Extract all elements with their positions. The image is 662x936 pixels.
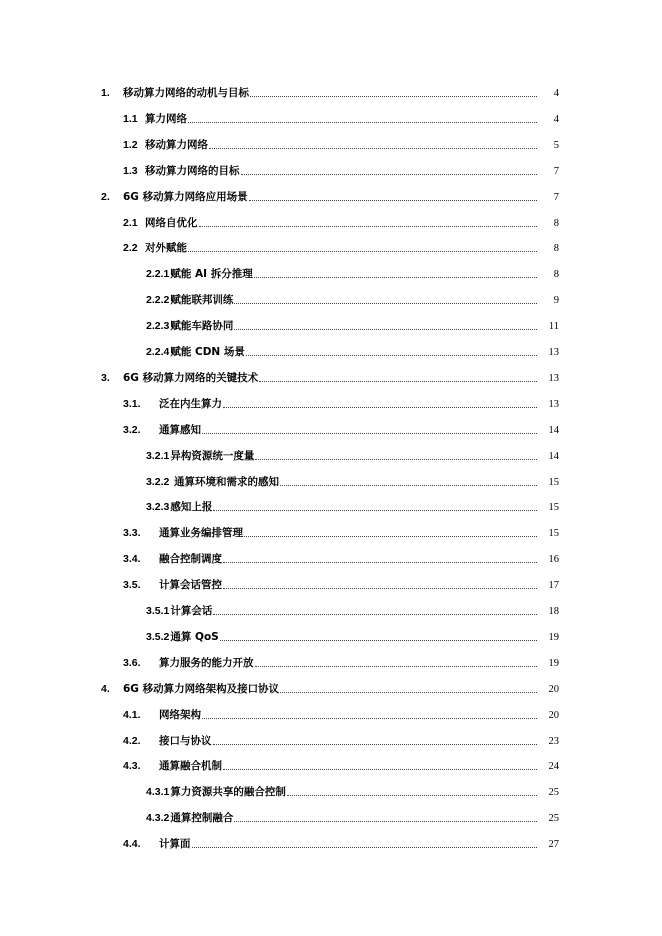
toc-entry[interactable]	[0, 498, 662, 514]
toc-entry[interactable]	[0, 84, 662, 100]
toc-entry-page-number: 13	[548, 347, 559, 358]
toc-entry[interactable]	[0, 265, 662, 281]
toc-entry[interactable]	[0, 783, 662, 799]
toc-leader-dots	[199, 225, 538, 227]
toc-entry[interactable]	[0, 239, 662, 255]
toc-leader-dots	[220, 639, 537, 641]
toc-leader-dots	[188, 121, 537, 123]
toc-entry-page-number: 15	[548, 528, 559, 540]
toc-entry-page-number: 18	[548, 606, 559, 617]
toc-entry-number: 4.1.	[123, 708, 141, 721]
toc-entry-page-number: 15	[548, 502, 559, 514]
toc-entry[interactable]	[0, 809, 662, 825]
toc-leader-dots	[223, 768, 537, 770]
toc-entry[interactable]	[0, 317, 662, 333]
toc-entry-title: 6G 移动算力网络应用场景	[123, 190, 248, 203]
toc-leader-dots	[280, 484, 537, 486]
toc-entry-page-number: 4	[553, 113, 559, 125]
toc-entry[interactable]	[0, 343, 662, 359]
toc-entry[interactable]	[0, 395, 662, 411]
toc-entry[interactable]	[0, 835, 662, 851]
toc-entry-page-number: 8	[553, 217, 559, 229]
toc-leader-dots	[223, 561, 537, 563]
toc-entry[interactable]	[0, 214, 662, 230]
toc-entry-title: 赋能车路协同	[170, 320, 234, 333]
toc-entry-title: 网络架构	[159, 708, 201, 721]
toc-entry-page-number: 15	[548, 476, 559, 488]
toc-entry-page-number: 14	[548, 424, 559, 436]
toc-entry-number: 3.6.	[123, 656, 141, 669]
toc-leader-dots	[223, 406, 537, 408]
toc-entry-title: 通算融合机制	[159, 760, 222, 773]
toc-entry-title: 通算 QoS	[170, 630, 219, 643]
toc-entry-title: 算力服务的能力开放	[159, 656, 254, 669]
toc-entry-title: 赋能 CDN 场景	[170, 346, 245, 358]
toc-entry[interactable]	[0, 602, 662, 618]
toc-entry-page-number: 23	[548, 735, 559, 747]
toc-entry-page-number: 27	[548, 839, 559, 851]
toc-leader-dots	[234, 820, 537, 822]
toc-entry-number: 2.2.4	[146, 346, 170, 358]
toc-entry[interactable]	[0, 369, 662, 385]
toc-entry-number: 4.3.1	[146, 786, 170, 799]
toc-entry-title: 计算会话	[170, 605, 213, 617]
toc-leader-dots	[202, 432, 537, 434]
toc-entry-number: 2.2.2	[146, 294, 170, 307]
toc-leader-dots	[234, 328, 537, 330]
toc-entry[interactable]	[0, 162, 662, 178]
toc-entry-page-number: 16	[548, 554, 559, 566]
toc-entry-number: 4.	[101, 682, 110, 695]
toc-entry[interactable]	[0, 110, 662, 126]
toc-entry-page-number: 8	[553, 243, 559, 255]
toc-entry-page-number: 14	[548, 450, 559, 462]
toc-entry[interactable]	[0, 473, 662, 489]
toc-entry-title: 泛在内生算力	[159, 397, 222, 410]
toc-entry-title: 算力资源共享的融合控制	[170, 786, 286, 799]
toc-entry-title: 感知上报	[170, 501, 213, 514]
toc-entry-number: 1.3	[123, 164, 138, 177]
toc-entry-number: 3.3.	[123, 527, 141, 540]
toc-entry[interactable]	[0, 421, 662, 437]
toc-entry[interactable]	[0, 188, 662, 204]
toc-entry-title: 通算业务编排管理	[159, 527, 243, 540]
toc-entry[interactable]	[0, 136, 662, 152]
toc-entry-title: 计算面	[159, 838, 191, 851]
toc-entry-number: 2.	[101, 190, 110, 203]
toc-entry[interactable]	[0, 680, 662, 696]
toc-leader-dots	[223, 587, 537, 589]
toc-entry-page-number: 7	[553, 165, 559, 177]
toc-entry-page-number: 8	[553, 269, 559, 281]
toc-leader-dots	[192, 846, 538, 848]
toc-entry-title: 算力网络	[145, 112, 187, 125]
toc-leader-dots	[202, 717, 537, 719]
toc-leader-dots	[250, 95, 537, 97]
toc-leader-dots	[213, 743, 538, 745]
toc-entry-number: 3.1.	[123, 397, 141, 410]
toc-entry-page-number: 11	[548, 321, 559, 333]
toc-entry-number: 3.4.	[123, 553, 141, 566]
toc-entry-number: 1.	[101, 87, 110, 99]
toc-leader-dots	[213, 509, 537, 511]
toc-entry[interactable]	[0, 524, 662, 540]
toc-entry-number: 4.2.	[123, 734, 141, 747]
toc-leader-dots	[244, 535, 537, 537]
toc-entry-title: 移动算力网络	[145, 138, 208, 151]
toc-entry-page-number: 20	[548, 683, 559, 695]
toc-entry-page-number: 19	[548, 631, 559, 643]
toc-entry-title: 6G 移动算力网络的关键技术	[123, 371, 259, 384]
toc-entry[interactable]	[0, 757, 662, 773]
toc-entry-title: 移动算力网络的动机与目标	[123, 87, 249, 99]
toc-entry-number: 3.2.2	[146, 475, 170, 488]
toc-entry-number: 4.3.	[123, 760, 141, 773]
toc-entry-page-number: 13	[548, 398, 559, 410]
toc-entry[interactable]	[0, 628, 662, 644]
toc-entry-number: 3.5.	[123, 579, 141, 592]
toc-entry-page-number: 9	[553, 295, 559, 307]
toc-entry-title: 异构资源统一度量	[170, 449, 255, 462]
toc-entry-page-number: 4	[553, 88, 559, 99]
toc-entry-page-number: 20	[548, 709, 559, 721]
toc-entry-page-number: 17	[548, 580, 559, 592]
toc-entry[interactable]	[0, 291, 662, 307]
toc-entry-number: 2.2.3	[146, 320, 170, 333]
toc-entry-title: 计算会话管控	[159, 579, 222, 592]
toc-entry-number: 2.2.1	[146, 268, 170, 281]
toc-entry-title: 对外赋能	[145, 242, 187, 255]
toc-leader-dots	[188, 250, 537, 252]
toc-entry-title: 通算环境和需求的感知	[170, 475, 280, 488]
toc-entry[interactable]	[0, 447, 662, 463]
toc-leader-dots	[255, 665, 538, 667]
toc-entry-number: 1.1	[123, 112, 138, 125]
toc-leader-dots	[213, 613, 537, 615]
toc-leader-dots	[246, 354, 537, 356]
toc-leader-dots	[209, 147, 537, 149]
toc-entry-number: 3.2.	[123, 423, 141, 436]
toc-leader-dots	[249, 199, 537, 201]
toc-entry[interactable]	[0, 654, 662, 670]
toc-entry-number: 2.2	[123, 242, 138, 255]
toc-entry-page-number: 25	[548, 787, 559, 799]
toc-leader-dots	[287, 794, 537, 796]
toc-entry-page-number: 25	[548, 813, 559, 825]
toc-entry-title: 融合控制调度	[159, 553, 222, 566]
toc-entry-title: 6G 移动算力网络架构及接口协议	[123, 682, 280, 695]
toc-entry-number: 3.2.1	[146, 449, 170, 462]
toc-entry[interactable]	[0, 732, 662, 748]
toc-entry-page-number: 5	[553, 139, 559, 151]
toc-entry-title: 赋能联邦训练	[170, 294, 234, 307]
toc-entry-title: 赋能 AI 拆分推理	[170, 268, 253, 281]
toc-entry-title: 通算感知	[159, 423, 201, 436]
toc-entry-page-number: 24	[548, 761, 559, 773]
toc-leader-dots	[280, 691, 537, 693]
toc-entry-title: 接口与协议	[159, 734, 212, 747]
toc-entry-number: 3.2.3	[146, 501, 170, 514]
toc-entry[interactable]	[0, 706, 662, 722]
toc-entry-title: 移动算力网络的目标	[145, 164, 240, 177]
toc-entry-page-number: 7	[553, 191, 559, 203]
toc-entry-number: 1.2	[123, 138, 138, 151]
toc-entry-number: 3.5.1	[146, 605, 170, 617]
toc-entry[interactable]	[0, 576, 662, 592]
toc-entry-title: 网络自优化	[145, 216, 198, 229]
toc-entry-title: 通算控制融合	[170, 812, 234, 825]
toc-entry-number: 3.5.2	[146, 630, 170, 643]
toc-entry-page-number: 19	[548, 657, 559, 669]
toc-entry[interactable]	[0, 550, 662, 566]
toc-leader-dots	[254, 276, 537, 278]
toc-entry-number: 4.4.	[123, 838, 141, 851]
toc-entry-number: 3.	[101, 371, 110, 384]
toc-leader-dots	[234, 302, 537, 304]
toc-leader-dots	[241, 173, 538, 175]
toc-entry-page-number: 13	[548, 372, 559, 384]
toc-entry-number: 2.1	[123, 216, 138, 229]
toc-leader-dots	[255, 458, 537, 460]
toc-entry-number: 4.3.2	[146, 812, 170, 825]
toc-leader-dots	[259, 380, 537, 382]
